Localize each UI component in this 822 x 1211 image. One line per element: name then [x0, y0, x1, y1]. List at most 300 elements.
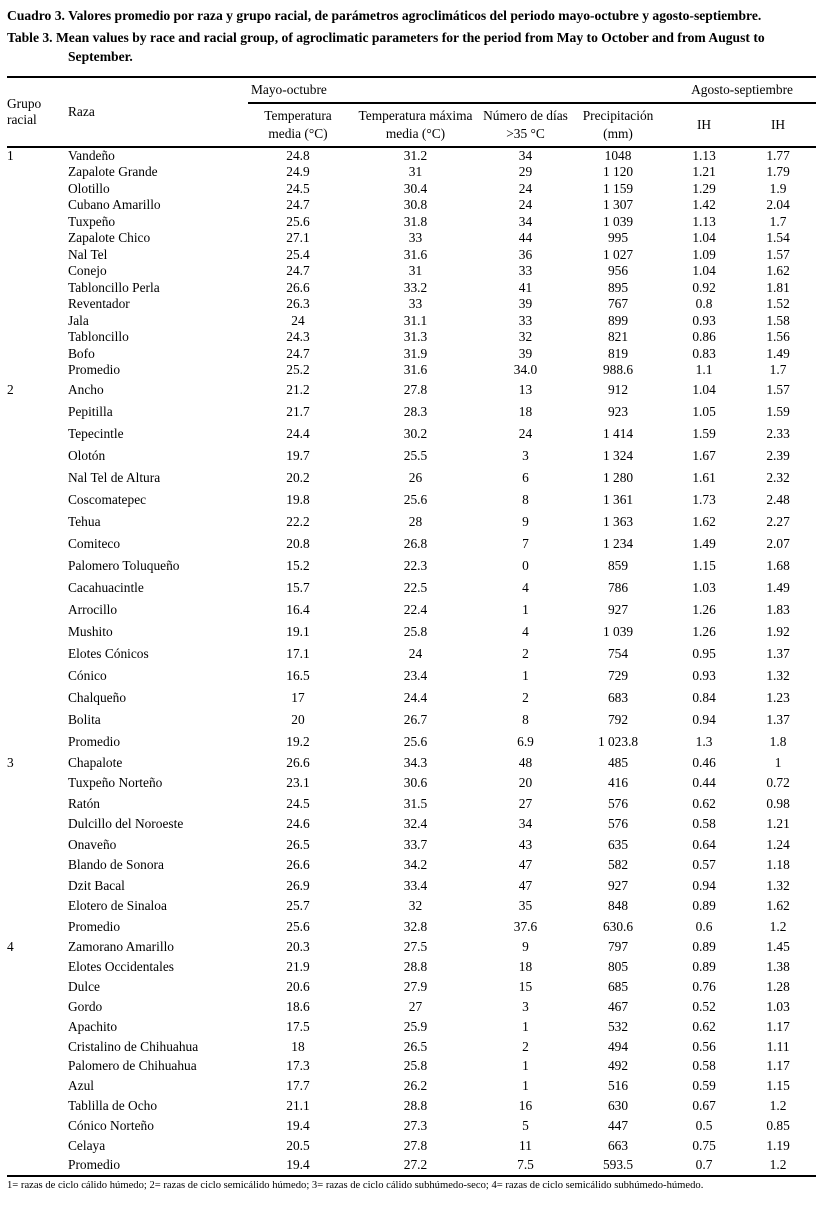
cell-numero-dias: 41 [518, 279, 533, 295]
cell-precipitacion: 494 [607, 1038, 629, 1054]
cell-ih-mayo-octubre: 1.3 [695, 733, 713, 749]
cell-temperatura-media: 26.6 [286, 857, 310, 873]
cell-precipitacion: 797 [607, 939, 629, 955]
cell-grupo-racial [7, 1116, 68, 1136]
cell-ih-agosto-septiembre: 1.03 [766, 998, 790, 1014]
cell-raza: Tuxpeño Norteño [68, 775, 163, 791]
cell-temperatura-media: 24.5 [286, 180, 310, 196]
cell-temperatura-media: 25.2 [286, 362, 310, 378]
cell-ih-mayo-octubre: 1.73 [692, 491, 716, 507]
cell-numero-dias: 16 [518, 1098, 533, 1114]
table-row [7, 937, 816, 957]
cell-ih-agosto-septiembre: 1.38 [766, 958, 790, 974]
cell-ih-agosto-septiembre: 1.52 [766, 296, 790, 312]
cell-ih-agosto-septiembre: 2.27 [766, 513, 790, 529]
cell-numero-dias: 2 [522, 1038, 529, 1054]
table-row [7, 876, 816, 897]
cell-ih-mayo-octubre: 1.42 [692, 197, 716, 213]
cell-grupo-racial [7, 957, 68, 977]
cell-raza: Promedio [68, 1157, 121, 1173]
cell-numero-dias: 6 [522, 469, 529, 485]
table-row [7, 687, 816, 709]
cell-ih-agosto-septiembre: 2.04 [766, 197, 790, 213]
cell-temperatura-maxima: 31.1 [403, 312, 428, 328]
cell-precipitacion: 576 [607, 816, 629, 832]
cell-ih-mayo-octubre: 1.67 [692, 447, 716, 463]
cell-temperatura-maxima: 31.5 [403, 795, 428, 811]
cell-temperatura-maxima: 34.3 [403, 754, 428, 770]
cell-grupo-racial [7, 896, 68, 917]
cell-precipitacion: 485 [607, 754, 629, 770]
cell-precipitacion: 1 363 [602, 513, 634, 529]
cell-ih-mayo-octubre: 0.67 [692, 1098, 716, 1114]
cell-ih-agosto-septiembre: 1.2 [769, 918, 787, 934]
cell-grupo-racial [7, 687, 68, 709]
cell-temperatura-media: 20.6 [286, 978, 310, 994]
cell-raza: Cubano Amarillo [68, 197, 161, 213]
cell-raza: Cónico Norteño [68, 1118, 154, 1134]
cell-temperatura-maxima: 24 [408, 645, 423, 661]
cell-temperatura-media: 16.4 [286, 601, 310, 617]
cell-temperatura-media: 25.7 [286, 898, 310, 914]
cell-raza: Arrocillo [68, 601, 118, 617]
table-footnote: 1= razas de ciclo cálido húmedo; 2= razas de ciclo semicálido húmedo; 3= razas de ciclo cálido subhúmedo-seco; 4= razas de ciclo semicálido subhúmedo-húmedo. [7, 1179, 704, 1191]
cell-temperatura-media: 24.7 [286, 263, 310, 279]
table-row [7, 1037, 816, 1057]
cell-temperatura-media: 20.2 [286, 469, 310, 485]
cell-numero-dias: 32 [518, 329, 533, 345]
cell-temperatura-media: 16.5 [286, 667, 310, 683]
cell-raza: Conejo [68, 263, 107, 279]
cell-numero-dias: 24 [518, 425, 533, 441]
cell-ih-agosto-septiembre: 1.23 [766, 689, 790, 705]
cell-temperatura-maxima: 31.6 [403, 246, 428, 262]
cell-numero-dias: 1 [522, 667, 529, 683]
cell-precipitacion: 516 [607, 1078, 629, 1094]
table-row [7, 835, 816, 856]
cell-ih-mayo-octubre: 0.58 [692, 816, 716, 832]
cell-precipitacion: 995 [607, 230, 629, 246]
cell-raza: Vandeño [68, 148, 115, 164]
cell-precipitacion: 792 [607, 711, 629, 727]
cell-raza: Promedio [68, 362, 121, 378]
cell-numero-dias: 24 [518, 180, 533, 196]
cell-precipitacion: 630.6 [602, 918, 634, 934]
cell-temperatura-media: 21.1 [286, 1098, 310, 1114]
cell-ih-mayo-octubre: 1.1 [695, 362, 713, 378]
cell-ih-agosto-septiembre: 1.49 [766, 579, 790, 595]
cell-grupo-racial [7, 329, 68, 346]
table-row [7, 855, 816, 876]
cell-precipitacion: 1048 [604, 148, 632, 164]
cell-raza: Elotero de Sinaloa [68, 898, 167, 914]
cell-temperatura-maxima: 23.4 [403, 667, 428, 683]
cell-raza: Blando de Sonora [68, 857, 164, 873]
cell-ih-mayo-octubre: 1.04 [692, 381, 716, 397]
table-body [7, 147, 816, 1176]
cell-raza: Palomero de Chihuahua [68, 1058, 197, 1074]
cell-ih-agosto-septiembre: 2.48 [766, 491, 790, 507]
cell-precipitacion: 532 [607, 1018, 629, 1034]
cell-ih-agosto-septiembre: 1.2 [769, 1098, 787, 1114]
table-row [7, 997, 816, 1017]
cell-numero-dias: 39 [518, 296, 533, 312]
cell-numero-dias: 5 [522, 1118, 529, 1134]
cell-temperatura-media: 17.3 [286, 1058, 310, 1074]
cell-precipitacion: 895 [607, 279, 629, 295]
cell-ih-agosto-septiembre: 0.98 [766, 795, 790, 811]
cell-temperatura-media: 19.1 [286, 623, 310, 639]
cell-raza: Onaveño [68, 836, 117, 852]
cell-grupo-racial [7, 423, 68, 445]
cell-grupo-racial [7, 835, 68, 856]
cell-temperatura-maxima: 27.8 [403, 381, 428, 397]
cell-ih-agosto-septiembre: 1.17 [766, 1058, 790, 1074]
cell-grupo-racial [7, 731, 68, 753]
table-row [7, 214, 816, 231]
cell-numero-dias: 2 [522, 689, 529, 705]
cell-raza: Elotes Occidentales [68, 958, 174, 974]
cell-grupo-racial [7, 511, 68, 533]
cell-numero-dias: 2 [522, 645, 529, 661]
cell-ih-mayo-octubre: 0.8 [695, 296, 713, 312]
cell-grupo-racial [7, 709, 68, 731]
cell-ih-mayo-octubre: 0.75 [692, 1137, 716, 1153]
cell-ih-agosto-septiembre: 1.18 [766, 857, 790, 873]
cell-grupo-racial [7, 1056, 68, 1076]
cell-raza: Nal Tel de Altura [68, 469, 161, 485]
cell-ih-agosto-septiembre: 1.7 [769, 213, 787, 229]
cell-ih-agosto-septiembre: 2.33 [766, 425, 790, 441]
cell-precipitacion: 593.5 [602, 1157, 634, 1173]
table-row [7, 1056, 816, 1076]
cell-precipitacion: 447 [607, 1118, 629, 1134]
cell-numero-dias: 4 [522, 623, 529, 639]
cell-grupo-racial [7, 773, 68, 794]
cell-temperatura-maxima: 26.8 [403, 535, 428, 551]
cell-raza: Reventador [68, 296, 130, 312]
cell-grupo-racial: 4 [7, 939, 14, 955]
cell-temperatura-maxima: 30.6 [403, 775, 428, 791]
cell-temperatura-maxima: 27.8 [403, 1137, 428, 1153]
cell-numero-dias: 1 [522, 1018, 529, 1034]
cell-temperatura-media: 15.7 [286, 579, 310, 595]
cell-ih-agosto-septiembre: 1.17 [766, 1018, 790, 1034]
cell-ih-agosto-septiembre: 2.32 [766, 469, 790, 485]
cell-precipitacion: 1 039 [602, 623, 634, 639]
cell-temperatura-maxima: 31.8 [403, 213, 428, 229]
cell-ih-agosto-septiembre: 1.49 [766, 345, 790, 361]
table-row [7, 731, 816, 753]
cell-ih-mayo-octubre: 1.04 [692, 263, 716, 279]
cell-ih-mayo-octubre: 0.76 [692, 978, 716, 994]
cell-raza: Cónico [68, 667, 107, 683]
cell-ih-mayo-octubre: 1.29 [692, 180, 716, 196]
table-caption-es: Cuadro 3. Valores promedio por raza y grupo racial, de parámetros agroclimáticos del periodo mayo-octubre y agosto-septiembre. [7, 8, 762, 23]
cell-numero-dias: 47 [518, 877, 533, 893]
cell-raza: Olotillo [68, 180, 110, 196]
cell-temperatura-maxima: 31.9 [403, 345, 428, 361]
cell-ih-mayo-octubre: 0.58 [692, 1058, 716, 1074]
cell-ih-agosto-septiembre: 1.68 [766, 557, 790, 573]
header-raza: Raza [68, 104, 95, 120]
cell-numero-dias: 4 [522, 579, 529, 595]
cell-ih-mayo-octubre: 1.05 [692, 403, 716, 419]
cell-temperatura-maxima: 31.2 [403, 148, 428, 164]
cell-numero-dias: 18 [518, 403, 533, 419]
cell-ih-agosto-septiembre: 1.81 [766, 279, 790, 295]
cell-raza: Olotón [68, 447, 106, 463]
table-row [7, 1017, 816, 1037]
cell-ih-agosto-septiembre: 0.85 [766, 1118, 790, 1134]
cell-grupo-racial [7, 794, 68, 815]
cell-ih-agosto-septiembre: 1.32 [766, 667, 790, 683]
cell-ih-mayo-octubre: 1.13 [692, 148, 716, 164]
cell-raza: Tepecintle [68, 425, 124, 441]
table-row [7, 814, 816, 835]
cell-ih-mayo-octubre: 0.57 [692, 857, 716, 873]
cell-grupo-racial [7, 1076, 68, 1096]
table-row [7, 577, 816, 599]
cell-grupo-racial [7, 313, 68, 330]
cell-temperatura-media: 19.8 [286, 491, 310, 507]
cell-precipitacion: 899 [607, 312, 629, 328]
cell-grupo-racial [7, 917, 68, 938]
header-numero-dias: Número de días >35 °C [483, 108, 568, 142]
cell-ih-mayo-octubre: 0.86 [692, 329, 716, 345]
table-row [7, 773, 816, 794]
cell-temperatura-maxima: 33.7 [403, 836, 428, 852]
cell-ih-mayo-octubre: 1.59 [692, 425, 716, 441]
cell-temperatura-media: 24.9 [286, 164, 310, 180]
cell-precipitacion: 1 324 [602, 447, 634, 463]
cell-temperatura-media: 26.6 [286, 754, 310, 770]
cell-numero-dias: 24 [518, 197, 533, 213]
table-row [7, 794, 816, 815]
cell-ih-mayo-octubre: 0.94 [692, 711, 716, 727]
table-row [7, 896, 816, 917]
header-temperatura-maxima: Temperatura máxima media (°C) [358, 108, 473, 142]
cell-precipitacion: 1 361 [602, 491, 634, 507]
cell-grupo-racial [7, 855, 68, 876]
cell-precipitacion: 1 027 [602, 246, 634, 262]
table-row [7, 280, 816, 297]
cell-temperatura-media: 19.4 [286, 1157, 310, 1173]
cell-temperatura-media: 21.9 [286, 958, 310, 974]
cell-temperatura-maxima: 26.2 [403, 1078, 428, 1094]
table-row [7, 917, 816, 938]
cell-ih-mayo-octubre: 1.15 [692, 557, 716, 573]
cell-ih-agosto-septiembre: 1.19 [766, 1137, 790, 1153]
cell-raza: Apachito [68, 1018, 118, 1034]
cell-temperatura-maxima: 27 [408, 998, 423, 1014]
cell-numero-dias: 7 [522, 535, 529, 551]
cell-ih-agosto-septiembre: 1.62 [766, 263, 790, 279]
cell-grupo-racial [7, 814, 68, 835]
cell-ih-agosto-septiembre: 1.57 [766, 246, 790, 262]
header-ih-mayo-octubre: IH [696, 117, 712, 133]
header-precipitacion: Precipitación (mm) [582, 108, 654, 142]
cell-temperatura-media: 18.6 [286, 998, 310, 1014]
cell-numero-dias: 34.0 [513, 362, 538, 378]
cell-temperatura-maxima: 27.2 [403, 1157, 428, 1173]
cell-grupo-racial [7, 1037, 68, 1057]
cell-temperatura-maxima: 27.9 [403, 978, 428, 994]
cell-grupo-racial [7, 1156, 68, 1176]
cell-grupo-racial [7, 263, 68, 280]
cell-ih-agosto-septiembre: 1.58 [766, 312, 790, 328]
cell-temperatura-media: 17.1 [286, 645, 310, 661]
cell-precipitacion: 1 234 [602, 535, 634, 551]
cell-precipitacion: 912 [607, 381, 629, 397]
cell-temperatura-maxima: 27.5 [403, 939, 428, 955]
cell-temperatura-media: 18 [291, 1038, 305, 1054]
cell-precipitacion: 1 307 [602, 197, 634, 213]
table-row [7, 197, 816, 214]
cell-precipitacion: 492 [607, 1058, 629, 1074]
cell-precipitacion: 956 [607, 263, 629, 279]
cell-ih-mayo-octubre: 0.94 [692, 877, 716, 893]
cell-ih-mayo-octubre: 0.89 [692, 958, 716, 974]
cell-raza: Celaya [68, 1137, 106, 1153]
table-row [7, 296, 816, 313]
cell-ih-mayo-octubre: 1.62 [692, 513, 716, 529]
cell-precipitacion: 635 [607, 836, 629, 852]
cell-raza: Elotes Cónicos [68, 645, 149, 661]
table-row [7, 164, 816, 181]
cell-temperatura-maxima: 33.2 [403, 279, 428, 295]
table-row [7, 1156, 816, 1176]
cell-numero-dias: 6.9 [517, 733, 534, 749]
cell-precipitacion: 416 [607, 775, 629, 791]
cell-precipitacion: 685 [607, 978, 629, 994]
cell-grupo-racial [7, 533, 68, 555]
cell-numero-dias: 1 [522, 1058, 529, 1074]
cell-grupo-racial [7, 489, 68, 511]
cell-temperatura-media: 24.3 [286, 329, 310, 345]
table-row [7, 555, 816, 577]
cell-temperatura-media: 24.7 [286, 197, 310, 213]
cell-temperatura-media: 20.5 [286, 1137, 310, 1153]
cell-raza: Cacahuacintle [68, 579, 144, 595]
cell-temperatura-media: 17 [291, 689, 305, 705]
cell-ih-agosto-septiembre: 1.37 [766, 645, 790, 661]
cell-precipitacion: 1 159 [602, 180, 634, 196]
table-row [7, 379, 816, 401]
cell-grupo-racial [7, 1096, 68, 1116]
cell-precipitacion: 467 [607, 998, 629, 1014]
table-row [7, 329, 816, 346]
cell-ih-agosto-septiembre: 1.24 [766, 836, 790, 852]
cell-numero-dias: 36 [518, 246, 533, 262]
cell-grupo-racial: 2 [7, 381, 14, 397]
cell-precipitacion: 821 [607, 329, 629, 345]
cell-precipitacion: 767 [607, 296, 629, 312]
cell-ih-agosto-septiembre: 1.28 [766, 978, 790, 994]
cell-raza: Nal Tel [68, 246, 108, 262]
cell-ih-mayo-octubre: 0.83 [692, 345, 716, 361]
cell-temperatura-maxima: 25.8 [403, 623, 428, 639]
cell-precipitacion: 927 [607, 601, 629, 617]
cell-grupo-racial [7, 214, 68, 231]
cell-precipitacion: 859 [607, 557, 629, 573]
cell-precipitacion: 630 [607, 1098, 629, 1114]
cell-numero-dias: 35 [518, 898, 533, 914]
table-caption-en: Table 3. Mean values by race and racial group, of agroclimatic parameters for the period from May to October and from August to September. [7, 29, 765, 65]
cell-ih-agosto-septiembre: 1.7 [769, 362, 787, 378]
cell-grupo-racial [7, 247, 68, 264]
cell-numero-dias: 1 [522, 1078, 529, 1094]
cell-temperatura-media: 20.3 [286, 939, 310, 955]
cell-grupo-racial [7, 280, 68, 297]
cell-temperatura-maxima: 33.4 [403, 877, 428, 893]
cell-ih-mayo-octubre: 1.61 [692, 469, 716, 485]
cell-temperatura-media: 24.6 [286, 816, 310, 832]
cell-ih-mayo-octubre: 0.6 [695, 918, 713, 934]
cell-numero-dias: 44 [518, 230, 533, 246]
cell-ih-mayo-octubre: 0.84 [692, 689, 716, 705]
cell-grupo-racial [7, 401, 68, 423]
cell-precipitacion: 1 414 [602, 425, 634, 441]
cell-temperatura-media: 17.7 [286, 1078, 310, 1094]
cell-temperatura-maxima: 30.2 [403, 425, 428, 441]
cell-temperatura-media: 24.8 [286, 148, 310, 164]
table-row [7, 147, 816, 164]
cell-grupo-racial [7, 643, 68, 665]
cell-grupo-racial [7, 445, 68, 467]
cell-grupo-racial [7, 599, 68, 621]
cell-ih-agosto-septiembre: 1.83 [766, 601, 790, 617]
cell-ih-agosto-septiembre: 2.07 [766, 535, 790, 551]
cell-numero-dias: 29 [518, 164, 533, 180]
cell-grupo-racial [7, 1136, 68, 1156]
cell-temperatura-media: 24.5 [286, 795, 310, 811]
cell-raza: Gordo [68, 998, 103, 1014]
cell-ih-mayo-octubre: 0.46 [692, 754, 716, 770]
cell-ih-agosto-septiembre: 1.45 [766, 939, 790, 955]
cell-temperatura-maxima: 34.2 [403, 857, 428, 873]
table-row [7, 511, 816, 533]
cell-ih-mayo-octubre: 1.21 [692, 164, 716, 180]
cell-ih-mayo-octubre: 0.56 [692, 1038, 716, 1054]
cell-ih-agosto-septiembre: 1.32 [766, 877, 790, 893]
table-row [7, 753, 816, 774]
cell-raza: Mushito [68, 623, 113, 639]
cell-temperatura-maxima: 32.8 [403, 918, 428, 934]
cell-raza: Tabloncillo Perla [68, 279, 160, 295]
cell-temperatura-media: 26.6 [286, 279, 310, 295]
cell-temperatura-media: 21.7 [286, 403, 310, 419]
cell-temperatura-maxima: 25.8 [403, 1058, 428, 1074]
table-row [7, 1096, 816, 1116]
table-row [7, 423, 816, 445]
cell-temperatura-maxima: 24.4 [403, 689, 428, 705]
header-temperatura-media: Temperatura media (°C) [264, 108, 332, 142]
cell-ih-agosto-septiembre: 1.57 [766, 381, 790, 397]
cell-raza: Tehua [68, 513, 101, 529]
cell-precipitacion: 848 [607, 898, 629, 914]
table-row [7, 621, 816, 643]
cell-grupo-racial: 3 [7, 754, 14, 770]
cell-temperatura-maxima: 31.6 [403, 362, 428, 378]
cell-grupo-racial [7, 555, 68, 577]
table-row [7, 957, 816, 977]
cell-numero-dias: 33 [518, 312, 533, 328]
cell-temperatura-maxima: 26 [408, 469, 423, 485]
cell-numero-dias: 3 [522, 998, 529, 1014]
cell-temperatura-media: 25.4 [286, 246, 310, 262]
cell-temperatura-maxima: 31.3 [403, 329, 428, 345]
